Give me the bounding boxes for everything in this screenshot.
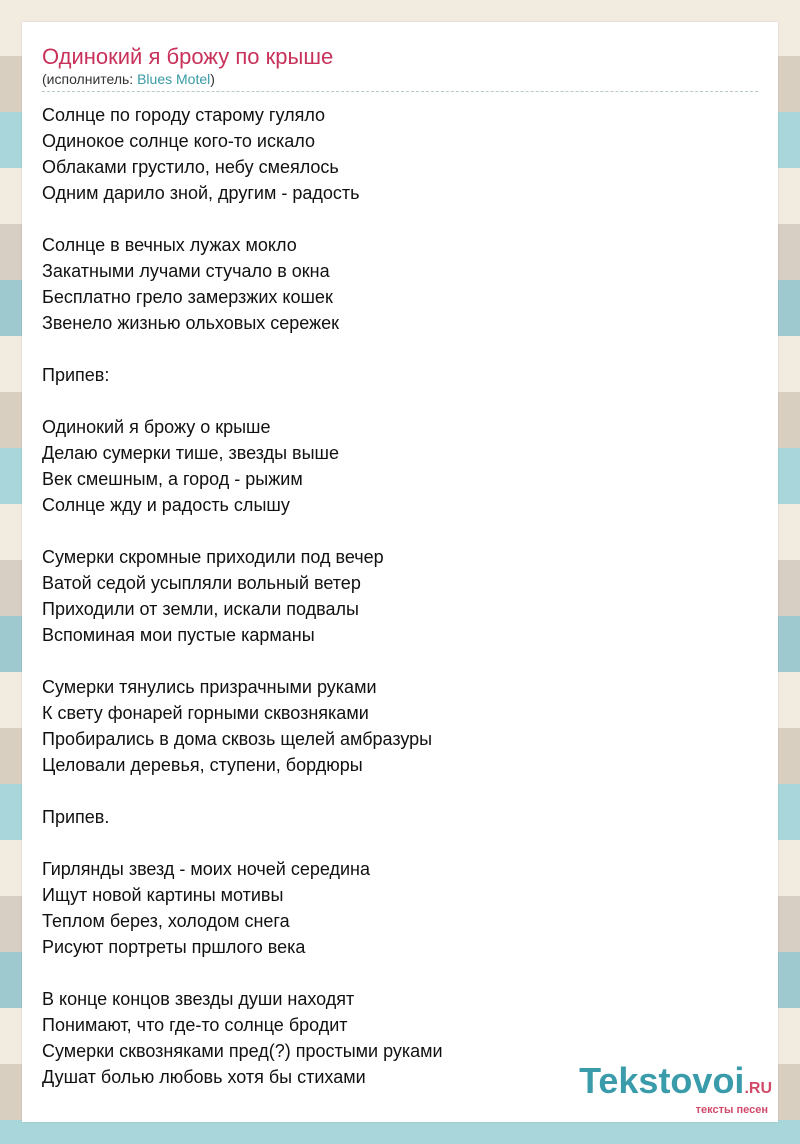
lyrics-stanza <box>42 102 758 206</box>
lyrics-stanza <box>42 544 758 648</box>
lyrics-stanza <box>42 232 758 336</box>
lyrics-line: К свету фонарей горными сквозняками <box>42 703 369 723</box>
lyrics-line: Вспоминая мои пустые карманы <box>42 625 315 645</box>
artist-line <box>42 70 758 92</box>
lyrics-line: Рисуют портреты пршлого века <box>42 937 306 957</box>
lyrics-stanza <box>42 362 758 388</box>
lyrics-line: Припев: <box>42 365 110 385</box>
lyrics-line: Ватой седой усыпляли вольный ветер <box>42 573 361 593</box>
lyrics-line: Сумерки тянулись призрачными руками <box>42 677 377 697</box>
lyrics-line: Солнце в вечных лужах мокло <box>42 235 297 255</box>
lyrics-body <box>42 102 758 1090</box>
lyrics-line: Одним дарило зной, другим - радость <box>42 183 360 203</box>
song-title: Одинокий я брожу по крыше <box>42 44 334 69</box>
lyrics-line: Бесплатно грело замерзжих кошек <box>42 287 333 307</box>
lyrics-line: Сумерки скромные приходили под вечер <box>42 547 384 567</box>
lyrics-line: Закатными лучами стучало в окна <box>42 261 330 281</box>
lyrics-line: Пробирались в дома сквозь щелей амбразуры <box>42 729 433 749</box>
lyrics-stanza <box>42 856 758 960</box>
lyrics-line: В конце концов звезды души находят <box>42 989 355 1009</box>
lyrics-stanza <box>42 674 758 778</box>
lyrics-line: Одинокое солнце кого-то искало <box>42 131 315 151</box>
lyrics-line: Теплом берез, холодом снега <box>42 911 290 931</box>
lyrics-line: Солнце жду и радость слышу <box>42 495 290 515</box>
logo-tagline: тексты песен <box>695 1104 768 1116</box>
logo-tld: .RU <box>744 1080 772 1097</box>
lyrics-line: Целовали деревья, ступени, бордюры <box>42 755 363 775</box>
lyrics-line: Понимают, что где-то солнце бродит <box>42 1015 348 1035</box>
lyrics-line: Душат болью любовь хотя бы стихами <box>42 1067 366 1087</box>
logo-wordmark <box>579 1060 772 1106</box>
lyrics-stanza <box>42 804 758 830</box>
artist-prefix: (исполнитель: <box>42 71 138 87</box>
lyrics-line: Приходили от земли, искали подвалы <box>42 599 359 619</box>
lyrics-line: Сумерки сквозняками пред(?) простыми руками <box>42 1041 443 1061</box>
lyrics-line: Век смешным, а город - рыжим <box>42 469 303 489</box>
lyrics-stanza <box>42 414 758 518</box>
lyrics-page <box>22 22 778 1122</box>
site-logo[interactable] <box>579 1060 772 1116</box>
lyrics-line: Звенело жизнью ольховых сережек <box>42 313 340 333</box>
lyrics-line: Ищут новой картины мотивы <box>42 885 284 905</box>
lyrics-line: Солнце по городу старому гуляло <box>42 105 326 125</box>
artist-link[interactable]: Blues Motel <box>137 71 211 87</box>
artist-suffix: ) <box>210 71 215 87</box>
lyrics-line: Гирлянды звезд - моих ночей середина <box>42 859 370 879</box>
logo-name: Tekstovoi <box>579 1060 745 1101</box>
lyrics-line: Делаю сумерки тише, звезды выше <box>42 443 339 463</box>
lyrics-line: Припев. <box>42 807 110 827</box>
lyrics-line: Облаками грустило, небу смеялось <box>42 157 339 177</box>
lyrics-line: Одинокий я брожу о крыше <box>42 417 271 437</box>
